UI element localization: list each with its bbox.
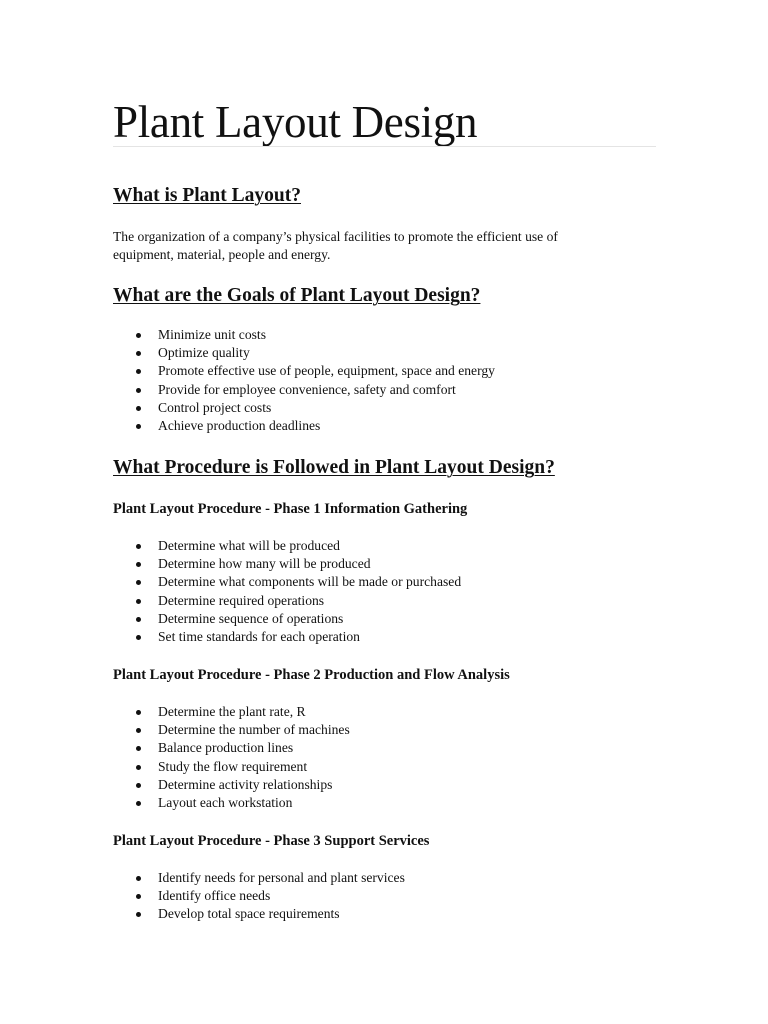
list-item: Study the flow requirement [113,758,653,776]
list-item: Layout each workstation [113,794,653,812]
list-item: Determine how many will be produced [113,555,653,573]
phase-3-heading: Plant Layout Procedure - Phase 3 Support Services [113,833,430,849]
section-heading-what-is-plant-layout: What is Plant Layout? [113,185,301,206]
definition-paragraph [113,228,633,264]
list-item: Minimize unit costs [113,326,653,344]
phase-3-list [113,869,653,924]
list-item: Provide for employee convenience, safety and comfort [113,381,653,399]
list-item: Determine what will be produced [113,537,653,555]
paragraph-line: The organization of a company’s physical facilities to promote the efficient use of [113,229,558,244]
list-item: Develop total space requirements [113,905,653,923]
paragraph-line: equipment, material, people and energy. [113,247,331,262]
section-heading-goals: What are the Goals of Plant Layout Design? [113,285,481,306]
phase-2-heading: Plant Layout Procedure - Phase 2 Production and Flow Analysis [113,667,510,683]
title-divider [113,146,656,147]
list-item: Promote effective use of people, equipment, space and energy [113,362,653,380]
phase-1-heading: Plant Layout Procedure - Phase 1 Information Gathering [113,501,468,517]
phase-1-list [113,537,653,646]
list-item: Balance production lines [113,739,653,757]
list-item: Control project costs [113,399,653,417]
list-item: Identify needs for personal and plant services [113,869,653,887]
document-title: Plant Layout Design [113,97,478,147]
list-item: Achieve production deadlines [113,417,653,435]
goals-list [113,326,653,435]
list-item: Determine activity relationships [113,776,653,794]
list-item: Determine the plant rate, R [113,703,653,721]
list-item: Identify office needs [113,887,653,905]
list-item: Determine what components will be made or purchased [113,573,653,591]
list-item: Determine sequence of operations [113,610,653,628]
list-item: Optimize quality [113,344,653,362]
phase-2-list [113,703,653,812]
list-item: Set time standards for each operation [113,628,653,646]
list-item: Determine required operations [113,592,653,610]
section-heading-procedure: What Procedure is Followed in Plant Layout Design? [113,457,555,478]
list-item: Determine the number of machines [113,721,653,739]
